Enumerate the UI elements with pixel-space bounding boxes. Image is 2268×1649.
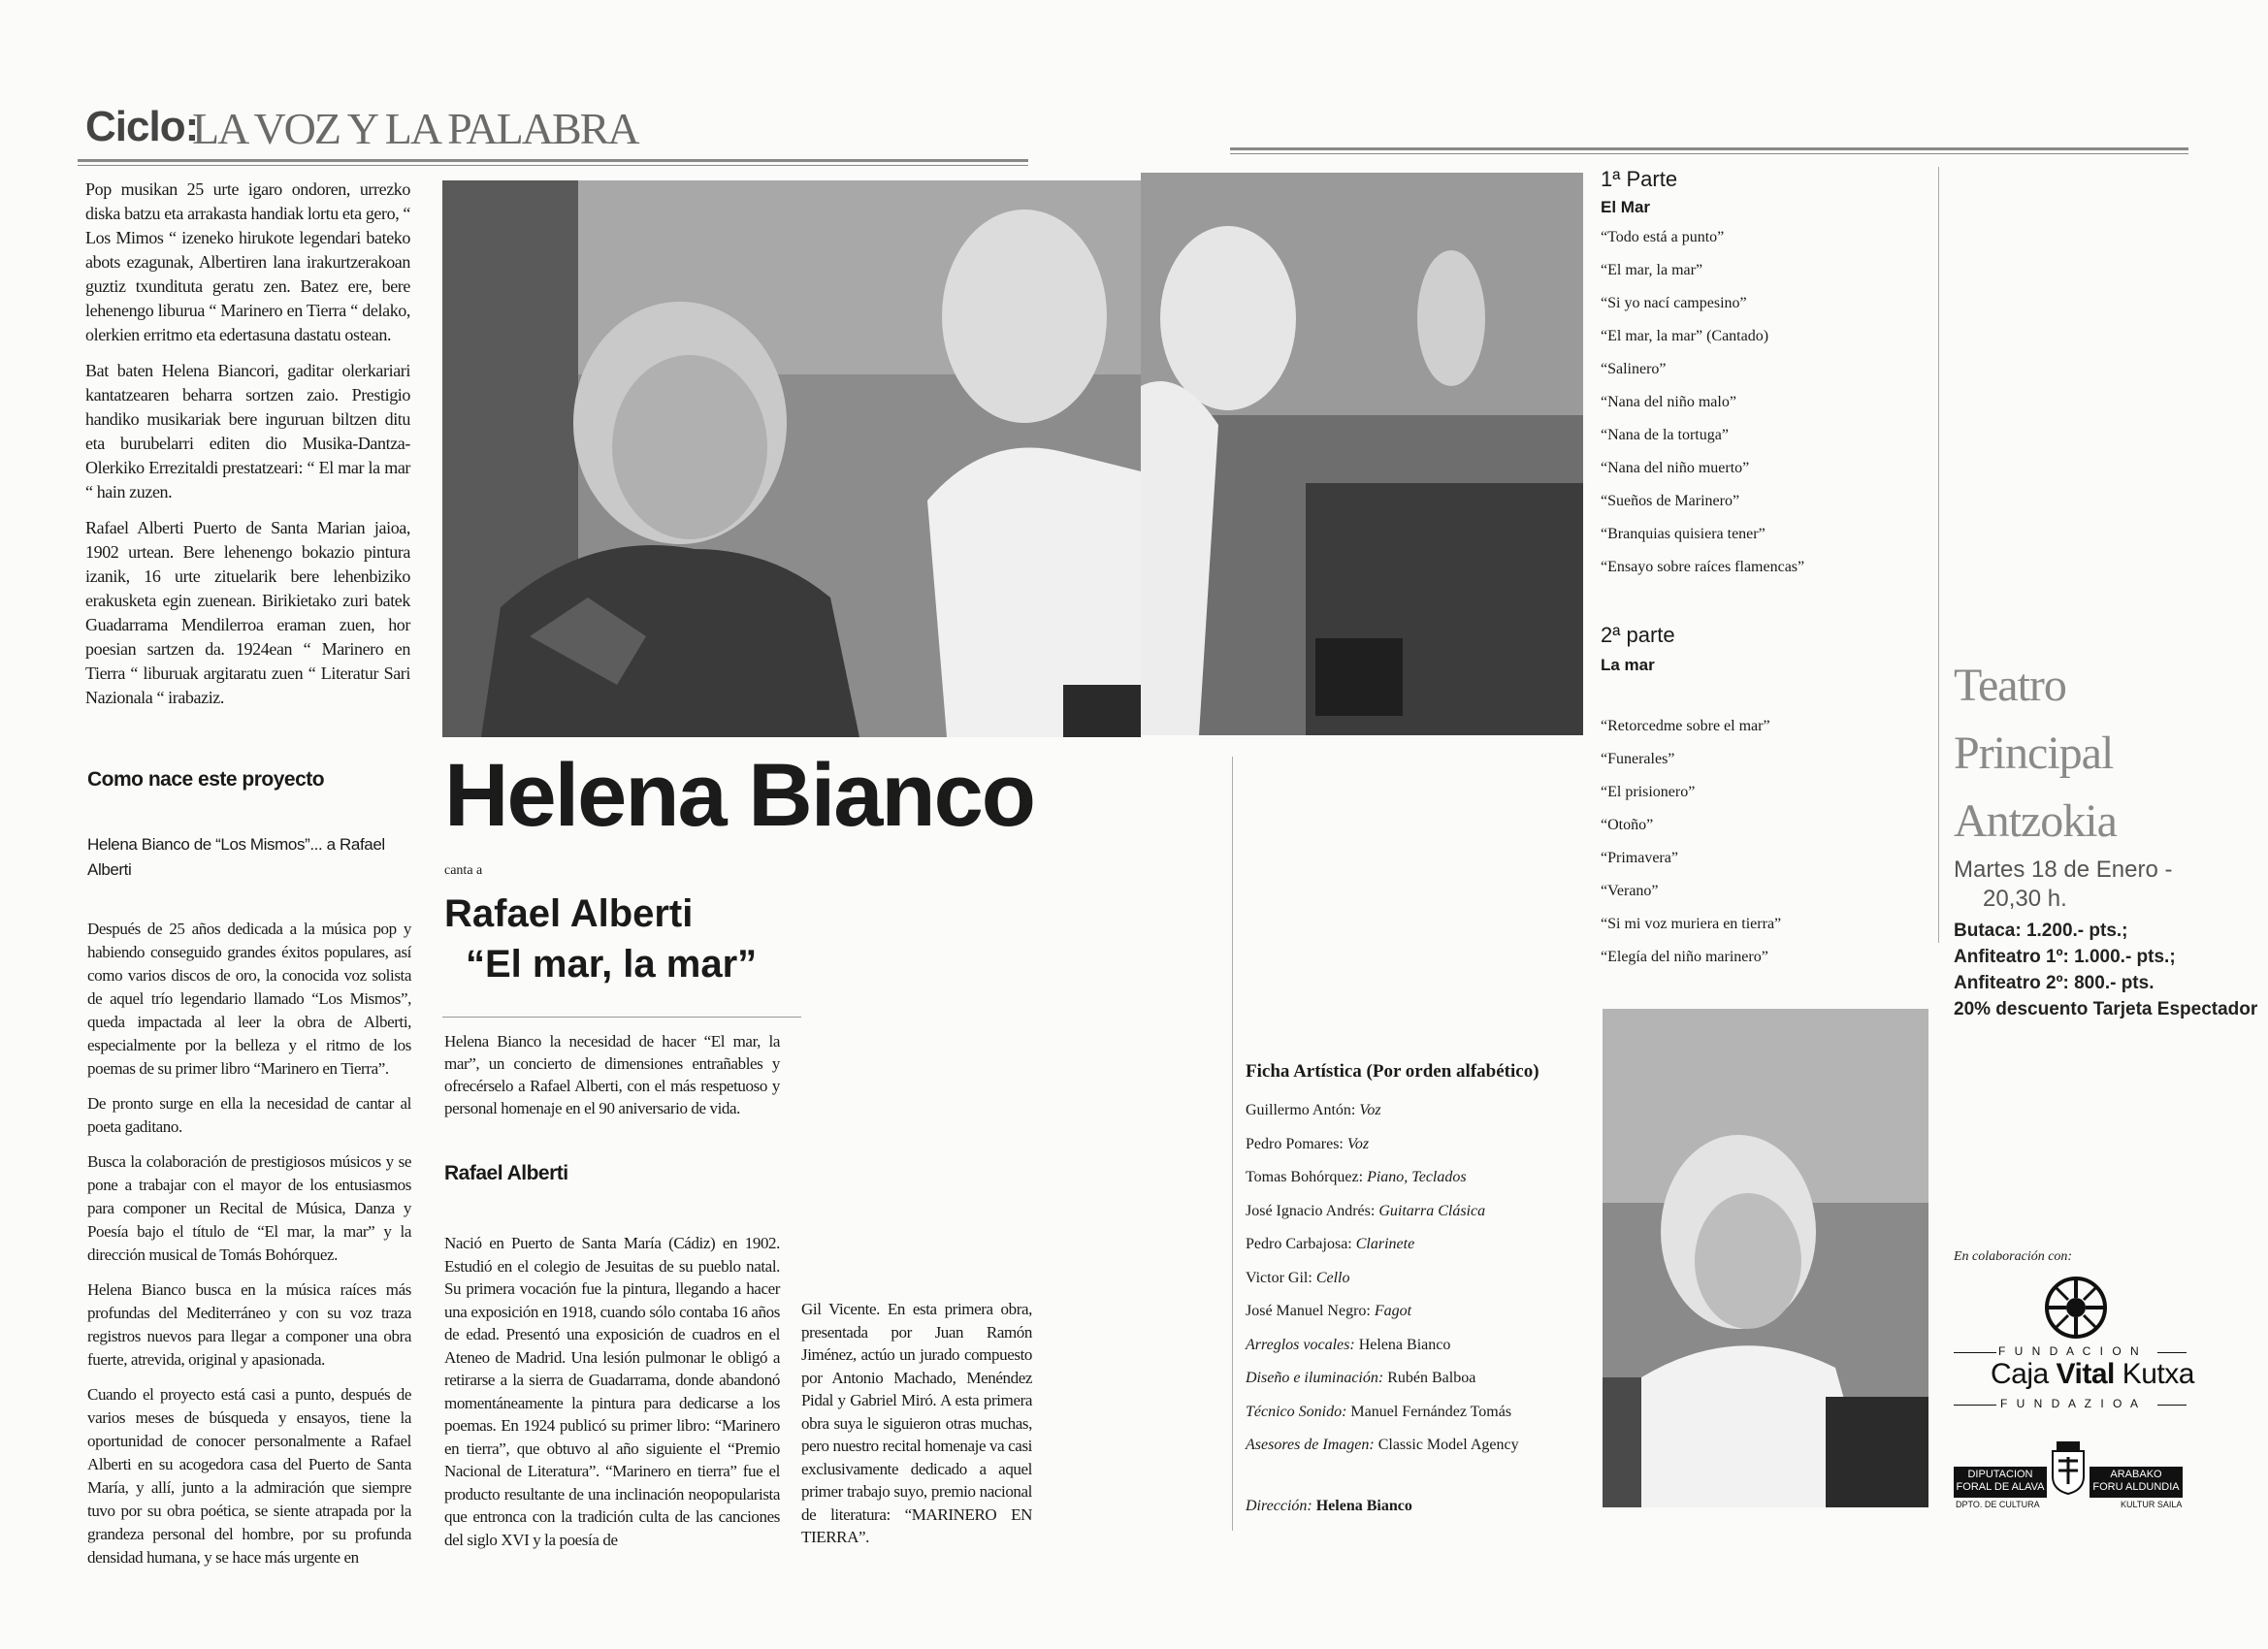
ficha-role: Piano, Teclados: [1367, 1169, 1467, 1185]
ficha-item: [1246, 1161, 1519, 1195]
ficha-name: José Ignacio Andrés:: [1246, 1202, 1379, 1219]
ficha-role: Arreglos vocales:: [1246, 1336, 1359, 1353]
euskara-paragraph: Rafael Alberti Puerto de Santa Marian jaioa, 1902 urtean. Bere lehenengo bokazio pintura izanik, 16 urte zituelarik bere lehenbiziko erakusketa egin zuenean. Birikietako zuri batek Guadarrama Mendilerroa eraman zuen, hor poesian sartzen da. 1924ean “ Marinero en Tierra “ liburuak argitaratu zuen “ Literatur Sari Nazionala “ irabaziz.: [85, 518, 410, 707]
venue-line: Antzokia: [1954, 795, 2117, 847]
diputacion-line: FORAL DE ALAVA: [1956, 1481, 2045, 1493]
fundacion-top-text: F U N D A C I O N: [1998, 1344, 2142, 1358]
direccion-line: [1246, 1490, 1412, 1524]
proyecto-heading: Como nace este proyecto: [87, 768, 325, 791]
proyecto-paragraph: Busca la colaboración de prestigiosos músicos y se pone a trabajar con el mayor de los entusiasmos para componer un Recital de Música, Danza y Poesía bajo el título de “El mar, la mar” y la dirección musical de Tomás Bohórquez.: [87, 1152, 411, 1264]
ficha-role: Guitarra Clásica: [1378, 1202, 1486, 1219]
parte2-list: [1601, 710, 1781, 974]
ficha-role: Asesores de Imagen:: [1246, 1437, 1378, 1453]
ficha-name: Helena Bianco: [1358, 1336, 1451, 1353]
ficha-name: Classic Model Agency: [1377, 1437, 1519, 1453]
logo-rule-top: [1954, 1352, 1996, 1353]
song-item: “Ensayo sobre raíces flamencas”: [1601, 559, 1805, 575]
arabako-line: ARABAKO: [2110, 1469, 2162, 1480]
arabako-box: [2090, 1467, 2183, 1498]
song-item: “El mar, la mar” (Cantado): [1601, 328, 1769, 344]
song-item: “Elegía del niño marinero”: [1601, 949, 1768, 965]
direccion-label: Dirección:: [1246, 1498, 1316, 1514]
ficha-name: Tomas Bohórquez:: [1246, 1169, 1368, 1185]
parte2-subtitle: La mar: [1601, 656, 1655, 674]
fundacion-logo-icon: [2041, 1273, 2111, 1347]
euskara-paragraph: Bat baten Helena Biancori, gaditar olerkariari kantatzearen beharra sortzen zaio. Prestigio handiko musikariak bere inguruan biltzen ditu eta burubelarri editen dio Musika-Dantza-Olerkiko Errezitaldi prestatzeari: “ El mar la mar “ hain zuzen.: [85, 361, 410, 501]
ficha-heading: Ficha Artística (Por orden alfabético): [1246, 1061, 1539, 1082]
main-title-name: Helena Bianco: [444, 746, 1034, 845]
proyecto-paragraph: Después de 25 años dedicada a la música pop y habiendo conseguido grandes éxitos populares, así como varios discos de oro, la conocida voz solista de aquel trío legendario llamado “Los Mismos”, queda impactada al leer la obra de Alberti, especialmente por la belleza y el ritmo de los poemas de su primer libro “Marinero en Tierra”.: [87, 920, 411, 1078]
alberti-column-1: Nació en Puerto de Santa María (Cádiz) en 1902. Estudió en el colegio de Jesuitas de su pueblo natal. Su primera vocación fue la pintura, llegando a hacer una exposición en 1918, cuando sólo contaba 16 años de edad. Presentó una exposición de cuadros en el Ateneo de Madrid. Una lesión pulmonar le obligó a retirarse a la sierra de Guadarrama, donde abandonó momentáneamente la pintura para dedicarse a los poemas. En 1924 publicó su primer libro: “Marinero en tierra”, que obtuvo al año siguiente el “Premio Nacional de Literatura”. “Marinero en tierra” fue el producto resultante de una inclinación neopopularista que entronca con la tradición culta de las canciones del siglo XVI y la poesía de: [444, 1234, 780, 1549]
fundazioa-text: F U N D A Z I O A: [2000, 1397, 2142, 1410]
logo-caja: Caja: [1991, 1358, 2057, 1390]
ficha-item: [1246, 1396, 1519, 1430]
alberti-column-2: Gil Vicente. En esta primera obra, presentada por Juan Ramón Jiménez, actúo un jurado compuesto por Antonio Machado, Menéndez Pidal y Gabriel Miró. A esta primera obra suya le siguieron otras muchas, pero nuestro recital homenaje va casi exclusivamente dedicado a aquel primer trabajo suyo, premio nacional de literatura: “MARINERO EN TIERRA”.: [801, 1300, 1032, 1546]
euskara-paragraph: Pop musikan 25 urte igaro ondoren, urrezko diska batzu eta arrakasta handiak lortu eta gero, “ Los Mimos “ izeneko hirukote legendari bateko abots ezagunak, Albertiren lana irakurtzerakoan guztiz txundituta geratu zen. Batez ere, bere lehenengo liburua “ Marinero en Tierra “ delako, olerkien erritmo eta edertasuna dastatu ostean.: [85, 179, 410, 344]
song-item: “Verano”: [1601, 883, 1659, 899]
alava-shield-icon: [2049, 1441, 2088, 1501]
ficha-item: [1246, 1362, 1519, 1396]
ficha-name: Pedro Carbajosa:: [1246, 1236, 1356, 1252]
header-rule-right: [1230, 147, 2188, 150]
proyecto-paragraph: De pronto surge en ella la necesidad de cantar al poeta gaditano.: [87, 1094, 411, 1136]
ficha-role: Fagot: [1374, 1303, 1412, 1319]
ficha-item: [1246, 1329, 1519, 1363]
ficha-role: Voz: [1359, 1102, 1381, 1118]
venue-line: Teatro: [1954, 660, 2066, 711]
logo-rule-bottom-right: [2157, 1405, 2187, 1406]
ficha-item: [1246, 1128, 1519, 1162]
title-rule: [442, 1017, 801, 1018]
song-item: “El mar, la mar”: [1601, 262, 1703, 278]
ficha-name: Pedro Pomares:: [1246, 1135, 1347, 1152]
header-rule-right-thin: [1230, 153, 2188, 154]
proyecto-paragraph: Helena Bianco busca en la música raíces más profundas del Mediterráneo y con su voz traza registros nuevos para llegar a componer una obra fuerte, atrevida, original y apasionada.: [87, 1280, 411, 1369]
ficha-role: Clarinete: [1355, 1236, 1415, 1252]
proyecto-subheading: Helena Bianco de “Los Mismos”... a Rafael Alberti: [87, 835, 385, 879]
ficha-role: Cello: [1315, 1269, 1350, 1286]
ficha-name: Rubén Balboa: [1387, 1370, 1476, 1386]
subtitle-work: “El mar, la mar”: [466, 943, 758, 986]
ficha-role: Técnico Sonido:: [1246, 1403, 1351, 1420]
logo-kutxa: Kutxa: [2114, 1358, 2194, 1390]
intro-text: Helena Bianco la necesidad de hacer “El mar, la mar”, un concierto de dimensiones entrañables y ofrecérselo a Rafael Alberti, con el más respetuoso y personal homenaje en el 90 aniversario de vida.: [444, 1032, 780, 1117]
ficha-list: [1246, 1094, 1519, 1463]
song-item: “Nana del niño malo”: [1601, 394, 1736, 410]
header-cycle-title: LA VOZ Y LA PALABRA: [192, 104, 638, 153]
ficha-name: Manuel Fernández Tomás: [1350, 1403, 1512, 1420]
column-divider: [1232, 757, 1233, 1531]
diputacion-box: [1954, 1467, 2047, 1498]
parte1-subtitle: El Mar: [1601, 198, 1651, 216]
ficha-item: [1246, 1295, 1519, 1329]
song-item: “Primavera”: [1601, 850, 1678, 866]
song-item: “Salinero”: [1601, 361, 1667, 377]
colaboracion-label: En colaboración con:: [1954, 1249, 2073, 1264]
logo-rule-top-right: [2157, 1352, 2187, 1353]
caja-vital-kutxa-logo: [1991, 1358, 2194, 1391]
date-line: Martes 18 de Enero -: [1954, 857, 2173, 883]
header-rule-left: [78, 159, 1028, 162]
programa-divider: [1938, 167, 1939, 943]
header-rule-left-thin: [78, 165, 1028, 166]
price-line: 20% descuento Tarjeta Espectador: [1954, 999, 2258, 1019]
small-photo: [1603, 1009, 1928, 1507]
ficha-name: José Manuel Negro:: [1246, 1303, 1375, 1319]
song-item: “Sueños de Marinero”: [1601, 493, 1740, 509]
parte1-title: 1ª Parte: [1601, 167, 1678, 191]
song-item: “Si mi voz muriera en tierra”: [1601, 916, 1782, 932]
song-item: “Branquias quisiera tener”: [1601, 526, 1766, 542]
proyecto-column: [87, 918, 411, 1581]
ficha-item: [1246, 1195, 1519, 1229]
song-item: “Todo está a punto”: [1601, 229, 1725, 245]
song-item: “Nana del niño muerto”: [1601, 460, 1750, 476]
song-item: “Retorcedme sobre el mar”: [1601, 718, 1770, 734]
proyecto-paragraph: Cuando el proyecto está casi a punto, después de varios meses de búsqueda y ensayos, tiene la oportunidad de conocer personalmente a Rafael Alberti en su acogedora casa del Puerto de Santa María, y allí, junto a la admiración que siempre tuvo por su obra poética, se siente atrapada por la grandeza personal del hombre, por su profunda densidad humana, y se hace más urgente en: [87, 1385, 411, 1567]
arabako-line: FORU ALDUNDIA: [2092, 1481, 2180, 1493]
song-item: “Funerales”: [1601, 751, 1675, 767]
euskara-column: [85, 178, 410, 722]
ficha-role: Voz: [1346, 1135, 1370, 1152]
alberti-heading: Rafael Alberti: [444, 1162, 568, 1184]
canta-label: canta a: [444, 863, 483, 878]
venue-date: [1954, 856, 2172, 914]
parte1-list: [1601, 221, 1804, 584]
logo-rule-bottom: [1954, 1405, 1996, 1406]
price-line: Butaca: 1.200.- pts.;: [1954, 921, 2128, 941]
diputacion-line: DIPUTACION: [1967, 1469, 2033, 1480]
direccion-name: Helena Bianco: [1315, 1498, 1412, 1514]
ficha-name: Victor Gil:: [1246, 1269, 1316, 1286]
header-ciclo-label: Ciclo:: [85, 103, 199, 150]
ficha-item: [1246, 1429, 1519, 1463]
ficha-role: Diseño e iluminación:: [1246, 1370, 1388, 1386]
song-item: “Nana de la tortuga”: [1601, 427, 1729, 443]
song-item: “Otoño”: [1601, 817, 1654, 833]
kultur-saila-text: KULTUR SAILA: [2121, 1500, 2183, 1509]
song-item: “Si yo nací campesino”: [1601, 295, 1747, 311]
ficha-item: [1246, 1228, 1519, 1262]
dpto-cultura-text: DPTO. DE CULTURA: [1956, 1500, 2040, 1509]
venue-line: Principal: [1954, 728, 2114, 779]
price-line: Anfiteatro 2º: 800.- pts.: [1954, 973, 2155, 993]
ficha-item: [1246, 1262, 1519, 1296]
song-item: “El prisionero”: [1601, 784, 1696, 800]
subtitle-poet: Rafael Alberti: [444, 892, 694, 935]
ficha-name: Guillermo Antón:: [1246, 1102, 1360, 1118]
time-line: 20,30 h.: [1983, 886, 2067, 912]
venue-name: [1954, 652, 2117, 856]
main-photo-left: [442, 180, 1141, 737]
ficha-item: [1246, 1094, 1519, 1128]
logo-vital: Vital: [2056, 1358, 2115, 1390]
parte2-title: 2ª parte: [1601, 623, 1675, 647]
price-line: Anfiteatro 1º: 1.000.- pts.;: [1954, 947, 2176, 967]
venue-prices: [1954, 918, 2257, 1022]
main-photo-right: [1141, 173, 1583, 735]
